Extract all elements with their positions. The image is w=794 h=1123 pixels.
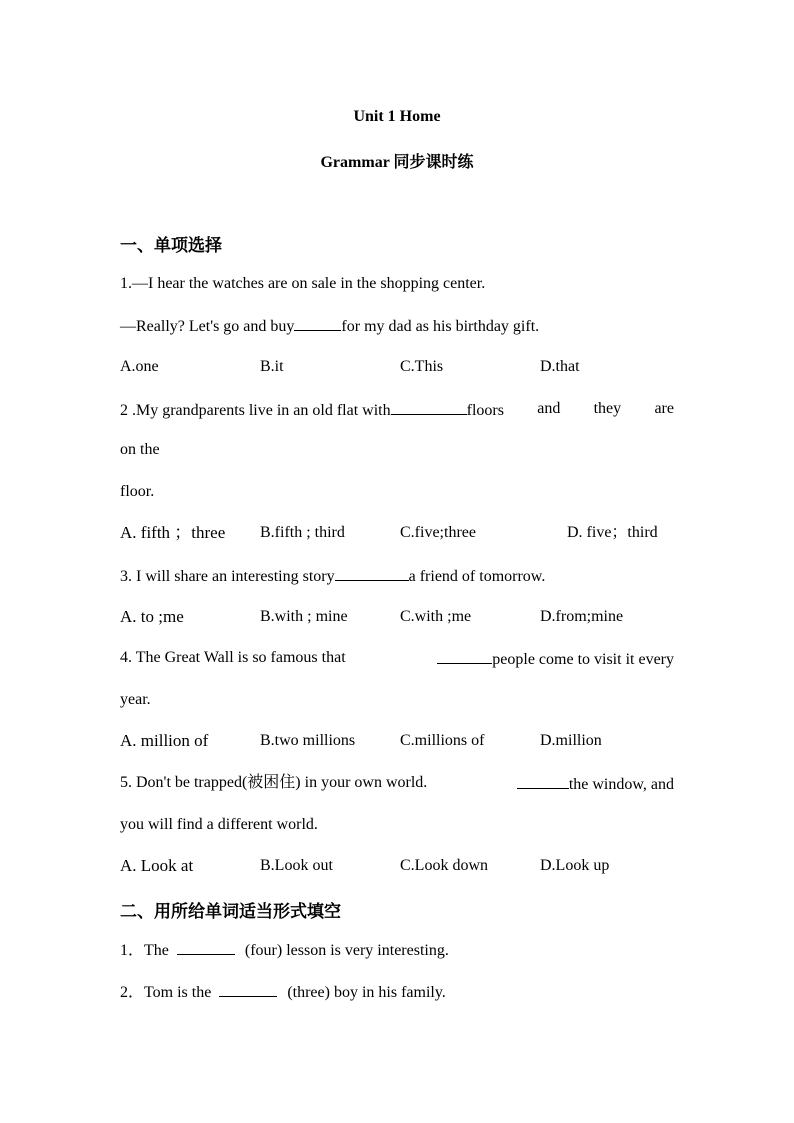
page-title: Unit 1 Home xyxy=(353,108,441,125)
question-2-option-d: D. five；third xyxy=(567,524,658,541)
question-3-option-d: D.from;mine xyxy=(540,608,624,625)
question-4-option-c: C.millions of xyxy=(400,732,485,749)
question-2-text xyxy=(120,399,674,421)
question-4-option-a: A. million of xyxy=(120,731,209,750)
question-5-continued: you will find a different world. xyxy=(120,816,318,833)
question-2-word-are: are xyxy=(654,400,674,417)
answer-blank xyxy=(335,565,409,581)
question-2-floors: floors xyxy=(466,402,504,419)
question-4-end: people come to visit it every xyxy=(492,651,674,668)
question-3-option-c: C.with ;me xyxy=(400,608,472,625)
question-1-option-a: A.one xyxy=(120,358,159,375)
section-heading-fill-in: 二、用所给单词适当形式填空 xyxy=(120,902,341,922)
question-5-option-d: D.Look up xyxy=(540,857,610,874)
fill-question-2-end: (three) boy in his family. xyxy=(287,984,446,1001)
fill-question-1 xyxy=(120,939,449,961)
question-2-option-a: A. fifth ；three xyxy=(120,523,226,542)
answer-blank xyxy=(294,315,341,331)
question-5-start: 5. Don't be trapped(被困住) in your own world. xyxy=(120,774,428,791)
question-1-reply-start: —Really? Let's go and buy xyxy=(120,318,295,335)
question-1-option-b: B.it xyxy=(260,358,284,375)
question-2-word-and: and xyxy=(537,400,561,417)
answer-blank xyxy=(177,939,235,955)
question-3-option-b: B.with ; mine xyxy=(260,608,348,625)
answer-blank xyxy=(219,981,277,997)
question-2-start: 2 .My grandparents live in an old flat with xyxy=(120,402,391,419)
question-2-option-b: B.fifth ; third xyxy=(260,524,345,541)
question-5-end: the window, and xyxy=(568,776,674,793)
fill-question-2 xyxy=(120,981,446,1003)
question-1-option-c: C.This xyxy=(400,358,444,375)
answer-blank xyxy=(437,648,492,664)
question-2-word-they: they xyxy=(593,400,622,417)
question-4-continued: year. xyxy=(120,691,151,708)
question-4-option-b: B.two millions xyxy=(260,732,356,749)
question-1-option-d: D.that xyxy=(540,358,580,375)
question-2-end: floor. xyxy=(120,483,155,500)
question-5-text xyxy=(120,773,674,795)
answer-blank xyxy=(391,399,467,415)
answer-blank xyxy=(517,773,569,789)
question-3-option-a: A. to ;me xyxy=(120,607,184,626)
question-2-option-c: C.five;three xyxy=(400,524,476,541)
question-3-text xyxy=(120,565,545,587)
question-4-text xyxy=(120,648,674,670)
fill-question-1-end: (four) lesson is very interesting. xyxy=(244,942,449,959)
question-1-reply-end: for my dad as his birthday gift. xyxy=(341,318,540,335)
question-3-start: 3. I will share an interesting story xyxy=(120,568,335,585)
question-1-text: 1.—I hear the watches are on sale in the shopping center. xyxy=(120,275,486,292)
question-4-start: 4. The Great Wall is so famous that xyxy=(120,649,346,666)
question-1-reply xyxy=(120,315,539,337)
page-subtitle: Grammar 同步课时练 xyxy=(320,154,474,171)
question-5-option-b: B.Look out xyxy=(260,857,333,874)
fill-question-2-start: 2．Tom is the xyxy=(120,984,212,1001)
question-3-end: a friend of tomorrow. xyxy=(408,568,546,585)
question-2-continued: on the xyxy=(120,441,160,458)
section-heading-multiple-choice: 一、单项选择 xyxy=(120,236,222,256)
question-5-option-a: A. Look at xyxy=(120,856,194,875)
fill-question-1-start: 1．The xyxy=(120,942,169,959)
question-5-option-c: C.Look down xyxy=(400,857,488,874)
question-4-option-d: D.million xyxy=(540,732,602,749)
